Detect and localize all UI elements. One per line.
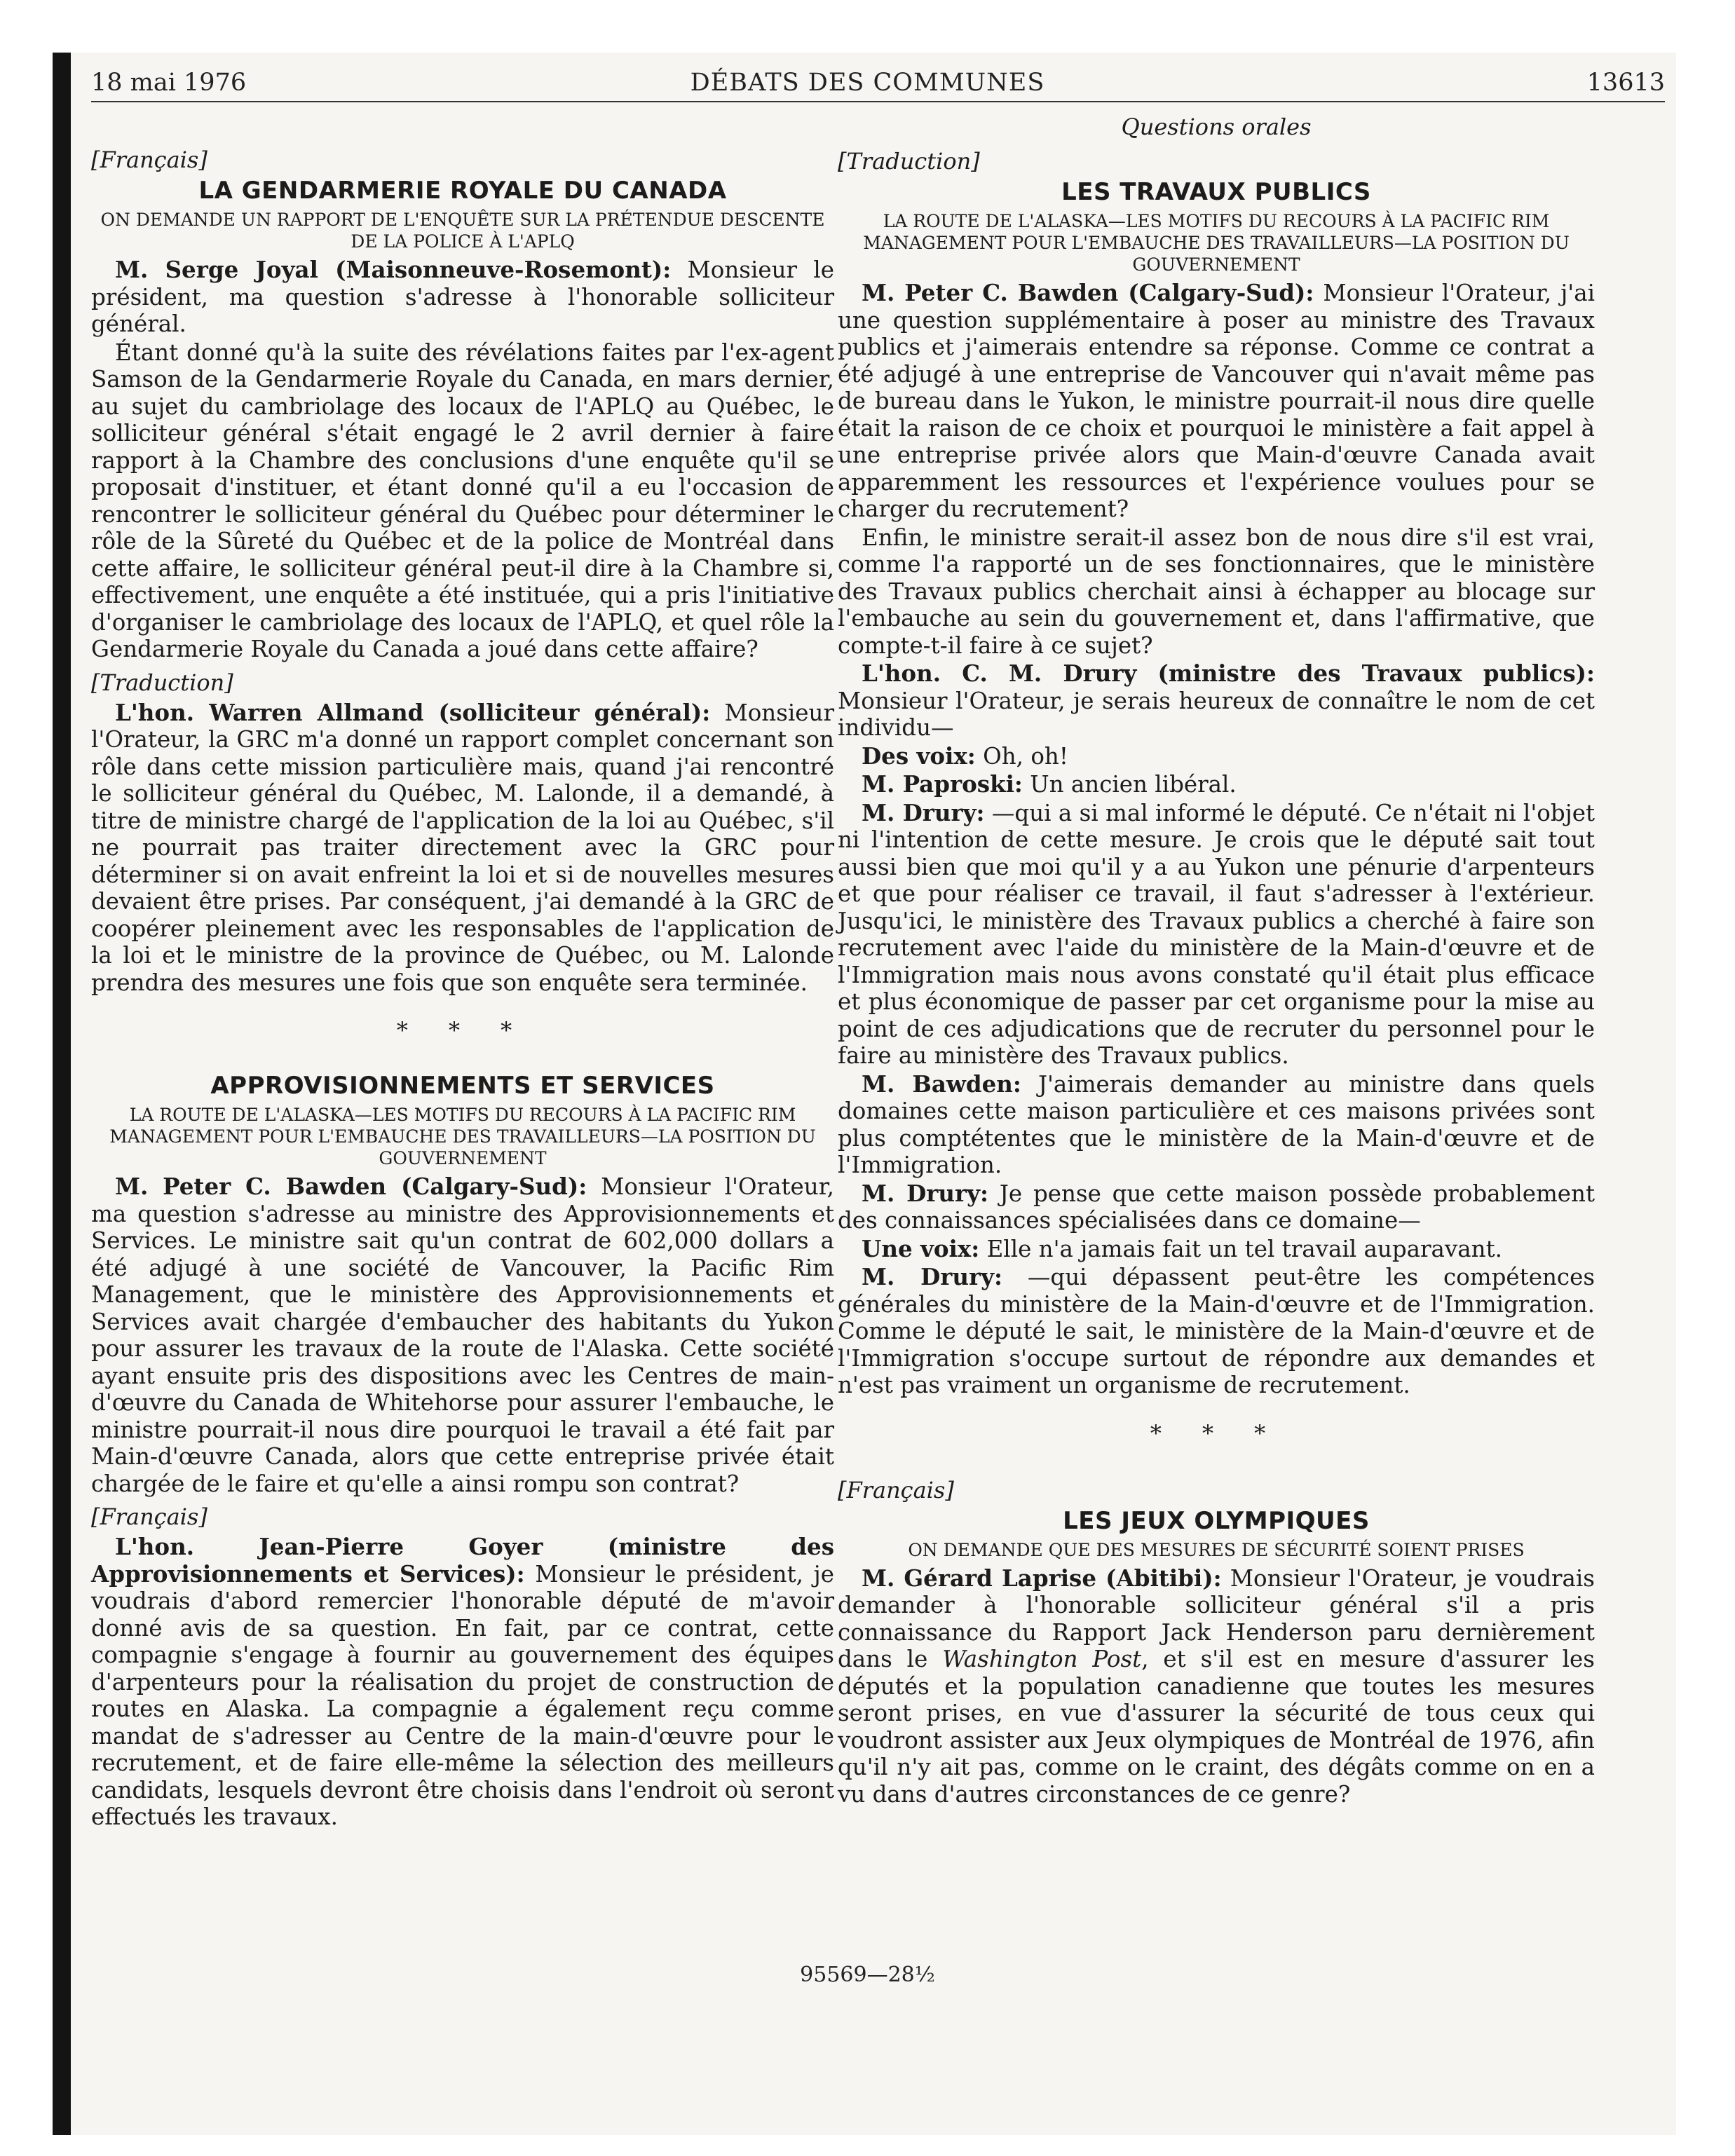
speaker: M. Drury:	[862, 798, 985, 826]
paragraph: Enfin, le ministre serait-il assez bon de nous dire s'il est vrai, comme l'a rapporté un de ses fonctionnaires, que le ministère des Travaux publics cherchait ainsi à échapper au blocage sur l'embauche au sein du gouvernement et, dans l'affirmative, que compte-t-il faire à ce sujet?	[838, 524, 1595, 659]
speech-text: J'aimerais demander au ministre dans quels domaines cette maison particulière et ces maisons privées sont plus comptétentes que le ministère de la Main-d'œuvre et de l'Immigration.	[838, 1070, 1595, 1178]
section-subheading: LA ROUTE DE L'ALASKA—LES MOTIFS DU RECOURS À LA PACIFIC RIM MANAGEMENT POUR L'EMBAUCHE DES TRAVAILLEURS—LA POSITION DU GOUVERNEMENT	[109, 1105, 816, 1168]
paragraph	[838, 280, 1595, 523]
section-heading: APPROVISIONNEMENTS ET SERVICES	[210, 1072, 715, 1100]
language-tag: [Traduction]	[838, 148, 980, 175]
column-running-head: Questions orales	[1121, 114, 1312, 140]
header-page-number: 13613	[1586, 69, 1665, 97]
speech-text: —qui dépassent peut-être les compétences générales du ministère de la Main-d'œuvre et de l'Immigration. Comme le député le sait, le ministère de la Main-d'œuvre et de l'Immigration s'occupe surtout de répondre aux demandes et n'est pas vraiment un organisme de recrutement.	[838, 1264, 1595, 1398]
language-tag: [Français]	[838, 1476, 954, 1503]
scan-left-edge	[53, 53, 71, 2135]
speaker: M. Peter C. Bawden (Calgary-Sud):	[862, 279, 1314, 306]
speech-text: , et s'il est en mesure d'assurer les députés et la population canadienne que toutes les mesures seront prises, en vue d'assurer la sécurité de tous ceux qui voudront assister aux Jeux olympiques de Montréal de 1976, afin qu'il n'y ait pas, comme on le craint, des dégâts comme on en a vu dans d'autres circonstances de ce genre?	[838, 1646, 1595, 1808]
paragraph	[838, 1236, 1595, 1263]
speaker: M. Gérard Laprise (Abitibi):	[862, 1564, 1222, 1592]
speaker: M. Drury:	[862, 1179, 989, 1207]
speaker: M. Drury:	[862, 1263, 1003, 1290]
paragraph	[91, 700, 834, 997]
paragraph	[838, 743, 1595, 770]
right-column	[838, 112, 1595, 1808]
section-heading: LES JEUX OLYMPIQUES	[1063, 1506, 1370, 1535]
section-separator: * * *	[1150, 1419, 1283, 1447]
paragraph	[838, 1180, 1595, 1234]
speech-text: Monsieur l'Orateur, ma question s'adresse au ministre des Approvisionnements et Services. Le ministre sait qu'un contrat de 602,000 dollars a été adjugé à une société de Vancouver, la Pacific Rim Management, que le ministère des Approvisionnements et Services avait chargée d'embaucher des habitants du Yukon pour assurer les travaux de la route de l'Alaska. Cette société ayant ensuite pris des dispositions avec les Centres de main-d'œuvre du Canada de Whitehorse pour assurer l'embauche, le ministre pourrait-il nous dire pourquoi le travail a été fait par Main-d'œuvre Canada, alors que cette entreprise privée était chargée de le faire et qu'elle a ainsi rompu son contrat?	[91, 1173, 834, 1497]
language-tag: [Traduction]	[91, 669, 233, 696]
speech-text: Un ancien libéral.	[1022, 771, 1237, 798]
section-heading: LA GENDARMERIE ROYALE DU CANADA	[198, 177, 727, 205]
speech-text: Monsieur l'Orateur, je voudrais demander à l'honorable solliciteur général s'il a pris connaissance du Rapport Jack Henderson paru dernièrement dans le	[838, 1564, 1595, 1672]
paragraph	[91, 1534, 834, 1831]
header-date: 18 mai 1976	[91, 69, 247, 97]
paragraph	[838, 1565, 1595, 1808]
speech-text: Monsieur l'Orateur, je serais heureux de connaître le nom de cet individu—	[838, 687, 1595, 741]
language-tag: [Français]	[91, 1503, 207, 1530]
paragraph	[838, 1071, 1595, 1179]
left-column	[91, 140, 834, 1831]
speech-text: Oh, oh!	[975, 742, 1068, 770]
paragraph	[838, 800, 1595, 1070]
page-folio: 95569—28½	[800, 1963, 935, 1987]
speech-text: Elle n'a jamais fait un tel travail auparavant.	[979, 1235, 1502, 1262]
speaker: L'hon. C. M. Drury (ministre des Travaux publics):	[862, 660, 1595, 687]
header-title: DÉBATS DES COMMUNES	[690, 69, 1045, 97]
paragraph	[838, 660, 1595, 742]
paragraph	[838, 1264, 1595, 1399]
speech-text: Monsieur le président, je voudrais d'abord remercier l'honorable député de m'avoir donné avis de sa question. En fait, par ce contrat, cette compagnie s'engage à fournir au gouvernement des équipes d'arpenteurs pour la réalisation du projet de construction de routes en Alaska. La compagnie a également reçu comme mandat de s'adresser au Centre de la main-d'œuvre pour le recrutement, et de faire elle-même la sélection des meilleurs candidats, lesquels devront être choisis dans l'endroit où seront effectués les travaux.	[91, 1560, 834, 1830]
speaker: M. Bawden:	[862, 1070, 1021, 1098]
paragraph: Étant donné qu'à la suite des révélations faites par l'ex-agent Samson de la Gendarmerie Royale du Canada, en mars dernier, au sujet du cambriolage des locaux de l'APLQ au Québec, le solliciteur général s'était engagé le 2 avril dernier à faire rapport à la Chambre des conclusions d'une enquête qu'il se proposait d'instituer, et étant donné qu'il a eu l'occasion de rencontrer le solliciteur général du Québec pour déterminer le rôle de la Sûreté du Québec et de la police de Montréal dans cette affaire, le solliciteur général peut-il dire à la Chambre si, effectivement, une enquête a été instituée, qui a pris l'initiative d'organiser le cambriolage des locaux de l'APLQ, et quel rôle la Gendarmerie Royale du Canada a joué dans cette affaire?	[91, 339, 834, 662]
paragraph	[91, 1173, 834, 1497]
paragraph	[91, 257, 834, 338]
section-subheading: LA ROUTE DE L'ALASKA—LES MOTIFS DU RECOURS À LA PACIFIC RIM MANAGEMENT POUR L'EMBAUCHE DES TRAVAILLEURS—LA POSITION DU GOUVERNEMENT	[863, 211, 1570, 275]
speaker: M. Serge Joyal (Maisonneuve-Rosemont):	[115, 256, 672, 283]
speech-text: Monsieur le président, ma question s'adresse à l'honorable solliciteur général.	[91, 257, 834, 337]
speaker: Une voix:	[862, 1234, 980, 1262]
speaker: Des voix:	[862, 742, 976, 770]
speech-text: Monsieur l'Orateur, j'ai une question supplémentaire à poser au ministre des Travaux publics et j'aimerais entendre sa réponse. Comme ce contrat a été adjugé à une entreprise de Vancouver qui n'avait même pas de bureau dans le Yukon, le ministre pourrait-il nous dire quelle était la raison de ce choix et pourquoi le ministère a fait appel à une entreprise privée alors que Main-d'œuvre Canada avait apparemment les ressources et l'expérience voulues pour se charger du recrutement?	[838, 280, 1595, 522]
language-tag: [Français]	[91, 146, 207, 173]
speech-text: Je pense que cette maison possède probablement des connaissances spécialisées dans ce domaine—	[838, 1180, 1595, 1234]
section-subheading: ON DEMANDE QUE DES MESURES DE SÉCURITÉ SOIENT PRISES	[908, 1539, 1525, 1560]
speaker: M. Peter C. Bawden (Calgary-Sud):	[115, 1173, 587, 1200]
speaker: M. Paproski:	[862, 770, 1023, 798]
speaker: L'hon. Jean-Pierre Goyer (ministre des Approvisionnements et Services):	[91, 1533, 834, 1588]
speech-text: Monsieur l'Orateur, la GRC m'a donné un rapport complet concernant son rôle dans cette mission particulière mais, quand j'ai rencontré le solliciteur général du Québec, M. Lalonde, il a demandé, à titre de ministre chargé de l'application de la loi au Québec, s'il ne pourrait pas traiter directement avec la GRC pour déterminer si on avait enfreint la loi et si de nouvelles mesures devaient être prises. Par conséquent, j'ai demandé à la GRC de coopérer pleinement avec les responsables de l'application de la loi et le ministre de la province de Québec, ou M. Lalonde prendra des mesures une fois que son enquête sera terminée.	[91, 699, 834, 996]
speaker: L'hon. Warren Allmand (solliciteur général):	[115, 698, 711, 726]
section-separator: * * *	[396, 1017, 529, 1044]
section-heading: LES TRAVAUX PUBLICS	[1061, 178, 1371, 206]
header-rule	[91, 101, 1665, 102]
publication-title: Washington Post	[942, 1646, 1142, 1672]
paragraph	[838, 771, 1595, 798]
speech-text: —qui a si mal informé le député. Ce n'était ni l'objet ni l'intention de cette mesure. Je crois que le député sait tout aussi bien que moi qu'il y a au Yukon une pénurie d'arpenteurs et que pour réaliser ce travail, il faut s'adresser à l'extérieur. Jusqu'ici, le ministère des Travaux publics a cherché à faire son recrutement avec l'aide du ministère de la Main-d'œuvre et de l'Immigration mais nous avons constaté qu'il était plus efficace et plus économique de passer par cet organisme pour la mise au point de ces adjudications que de recruter du personnel pour le faire au ministère des Travaux publics.	[838, 799, 1595, 1069]
section-subheading: ON DEMANDE UN RAPPORT DE L'ENQUÊTE SUR LA PRÉTENDUE DESCENTE DE LA POLICE À L'APLQ	[100, 210, 825, 252]
